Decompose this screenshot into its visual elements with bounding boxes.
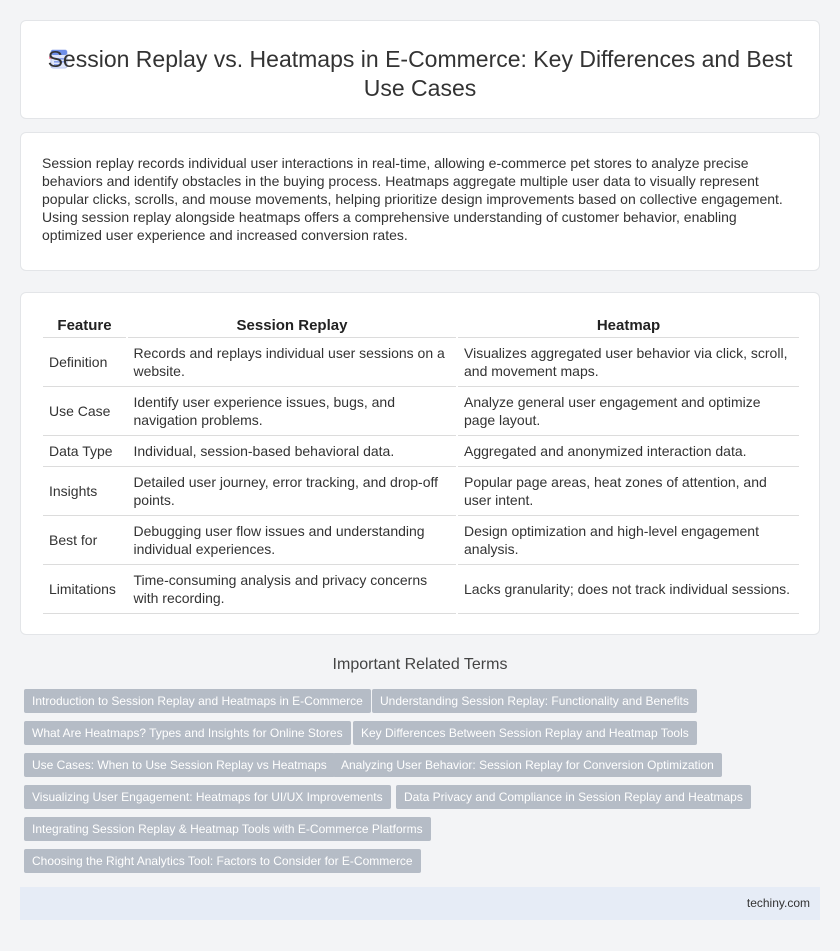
feature-cell: Best for — [43, 516, 127, 565]
table-row — [43, 565, 799, 614]
related-term-tag[interactable]: What Are Heatmaps? Types and Insights for Online Stores — [24, 721, 351, 745]
column-header-session-replay: Session Replay — [127, 317, 457, 338]
related-term-tag[interactable]: Data Privacy and Compliance in Session Replay and Heatmaps — [396, 785, 751, 809]
heatmap-cell: Visualizes aggregated user behavior via click, scroll, and movement maps. — [457, 338, 799, 387]
footer-site-link[interactable]: techiny.com — [746, 896, 810, 910]
heatmap-cell: Aggregated and anonymized interaction data. — [457, 436, 799, 467]
intro-paragraph: Session replay records individual user interactions in real-time, allowing e-commerce pet stores to analyze precise behaviors and identify obstacles in the buying process. Heatmaps aggregate multiple user data to visually represent popular clicks, scrolls, and mouse movements, helping prioritize design improvements based on collective engagement. Using session replay alongside heatmaps offers a comprehensive understanding of customer behavior, enabling optimized user experience and increased conversion rates. — [42, 155, 783, 243]
heatmap-cell: Popular page areas, heat zones of attention, and user intent. — [457, 467, 799, 516]
session-replay-cell: Records and replays individual user sessions on a website. — [127, 338, 457, 387]
table-row — [43, 516, 799, 565]
table-row — [43, 387, 799, 436]
related-term-tag[interactable]: Understanding Session Replay: Functionality and Benefits — [372, 689, 697, 713]
session-replay-cell: Time-consuming analysis and privacy concerns with recording. — [127, 565, 457, 614]
related-term-tag[interactable]: Analyzing User Behavior: Session Replay for Conversion Optimization — [333, 753, 722, 777]
table-row — [43, 436, 799, 467]
page-title: Session Replay vs. Heatmaps in E-Commerce: Key Differences and Best Use Cases — [47, 46, 793, 101]
related-term-tag[interactable]: Integrating Session Replay & Heatmap Tools with E-Commerce Platforms — [24, 817, 431, 841]
table-row — [43, 467, 799, 516]
related-term-tag[interactable]: Introduction to Session Replay and Heatmaps in E-Commerce — [24, 689, 371, 713]
column-header-feature: Feature — [43, 317, 127, 338]
session-replay-cell: Individual, session-based behavioral data. — [127, 436, 457, 467]
title-card — [20, 20, 820, 119]
heatmap-cell: Analyze general user engagement and optimize page layout. — [457, 387, 799, 436]
session-replay-cell: Debugging user flow issues and understanding individual experiences. — [127, 516, 457, 565]
related-term-tag[interactable]: Visualizing User Engagement: Heatmaps for UI/UX Improvements — [24, 785, 391, 809]
feature-cell: Use Case — [43, 387, 127, 436]
session-replay-cell: Detailed user journey, error tracking, and drop-off points. — [127, 467, 457, 516]
feature-cell: Insights — [43, 467, 127, 516]
intro-card — [20, 132, 820, 271]
heatmap-cell: Lacks granularity; does not track individual sessions. — [457, 565, 799, 614]
related-term-tag[interactable]: Key Differences Between Session Replay and Heatmap Tools — [353, 721, 697, 745]
comparison-card — [20, 292, 820, 635]
column-header-heatmap: Heatmap — [457, 317, 799, 338]
related-term-tag[interactable]: Choosing the Right Analytics Tool: Factors to Consider for E-Commerce — [24, 849, 421, 873]
table-row — [43, 338, 799, 387]
comparison-table — [43, 317, 799, 614]
feature-cell: Data Type — [43, 436, 127, 467]
footer-bar — [20, 887, 820, 920]
related-terms-heading: Important Related Terms — [332, 656, 508, 673]
feature-cell: Definition — [43, 338, 127, 387]
heatmap-cell: Design optimization and high-level engagement analysis. — [457, 516, 799, 565]
feature-cell: Limitations — [43, 565, 127, 614]
table-header-row — [43, 317, 799, 338]
related-term-tag[interactable]: Use Cases: When to Use Session Replay vs Heatmaps — [24, 753, 335, 777]
session-replay-cell: Identify user experience issues, bugs, and navigation problems. — [127, 387, 457, 436]
